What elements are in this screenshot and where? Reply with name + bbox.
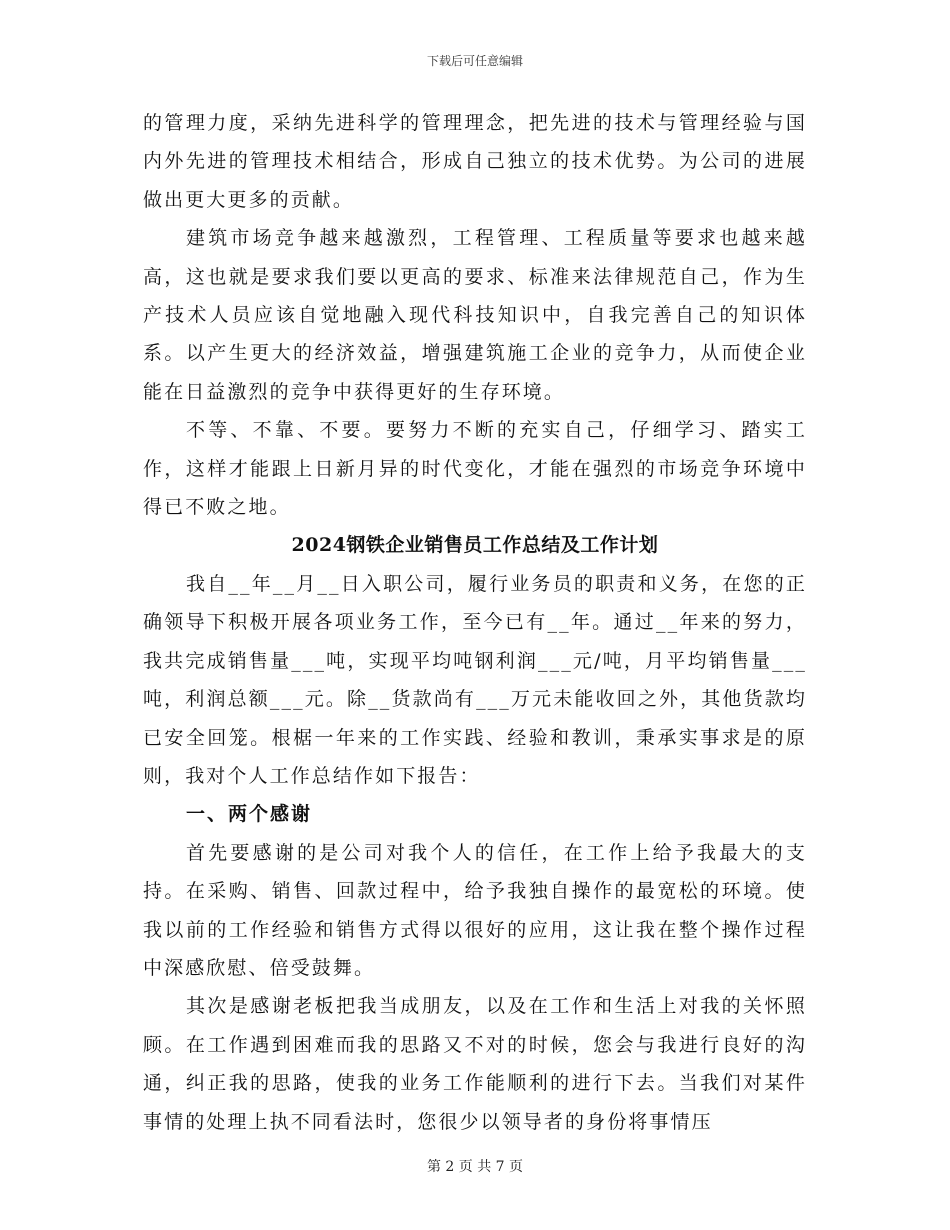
paragraph-self-improvement: 不等、不靠、不要。要努力不断的充实自己，仔细学习、踏实工作，这样才能跟上日新月异的时代变化，才能在强烈的市场竞争环境中得已不败之地。 xyxy=(143,419,807,519)
section-heading: 一、两个感谢 xyxy=(186,803,313,826)
page-header: 下载后可任意编辑 xyxy=(426,54,523,68)
document-body xyxy=(143,104,807,1141)
paragraph-intro: 我自__年__月__日入职公司，履行业务员的职责和义务，在您的正确领导下积极开展各项业务工作，至今已有__年。通过__年来的努力，我共完成销售量___吨，实现平均吨钢利润___元/吨，月平均销售量___吨，利润总额___元。除__货款尚有___万元未能收回之外，其他货款均已安全回笼。根椐一年来的工作实践、经验和教训，秉承实事求是的原则，我对个人工作总结作如下报告： xyxy=(143,572,807,787)
paragraph-thanks-company: 首先要感谢的是公司对我个人的信任，在工作上给予我最大的支持。在采购、销售、回款过程中，给予我独自操作的最宽松的环境。使我以前的工作经验和销售方式得以很好的应用，这让我在整个操作过程中深感欣慰、倍受鼓舞。 xyxy=(143,841,807,979)
paragraph-continuation: 的管理力度，采纳先进科学的管理理念，把先进的技术与管理经验与国内外先进的管理技术相结合，形成自己独立的技术优势。为公司的进展做出更大更多的贡献。 xyxy=(143,112,807,211)
page-number-footer: 第 2 页 共 7 页 xyxy=(426,1159,524,1175)
document-title: 2024钢铁企业销售员工作总结及工作计划 xyxy=(291,534,659,557)
paragraph-thanks-boss: 其次是感谢老板把我当成朋友，以及在工作和生活上对我的关怀照顾。在工作遇到困难而我的思路又不对的时候，您会与我进行良好的沟通，纠正我的思路，使我的业务工作能顺利的进行下去。当我们对某件事情的处理上执不同看法时，您很少以领导者的身份将事情压 xyxy=(143,995,807,1133)
paragraph-construction-market: 建筑市场竞争越来越激烈，工程管理、工程质量等要求也越来越高，这也就是要求我们要以更高的要求、标准来法律规范自己，作为生产技术人员应该自觉地融入现代科技知识中，自我完善自己的知识体系。以产生更大的经济效益，增强建筑施工企业的竞争力，从而使企业能在日益激烈的竞争中获得更好的生存环境。 xyxy=(143,227,807,403)
